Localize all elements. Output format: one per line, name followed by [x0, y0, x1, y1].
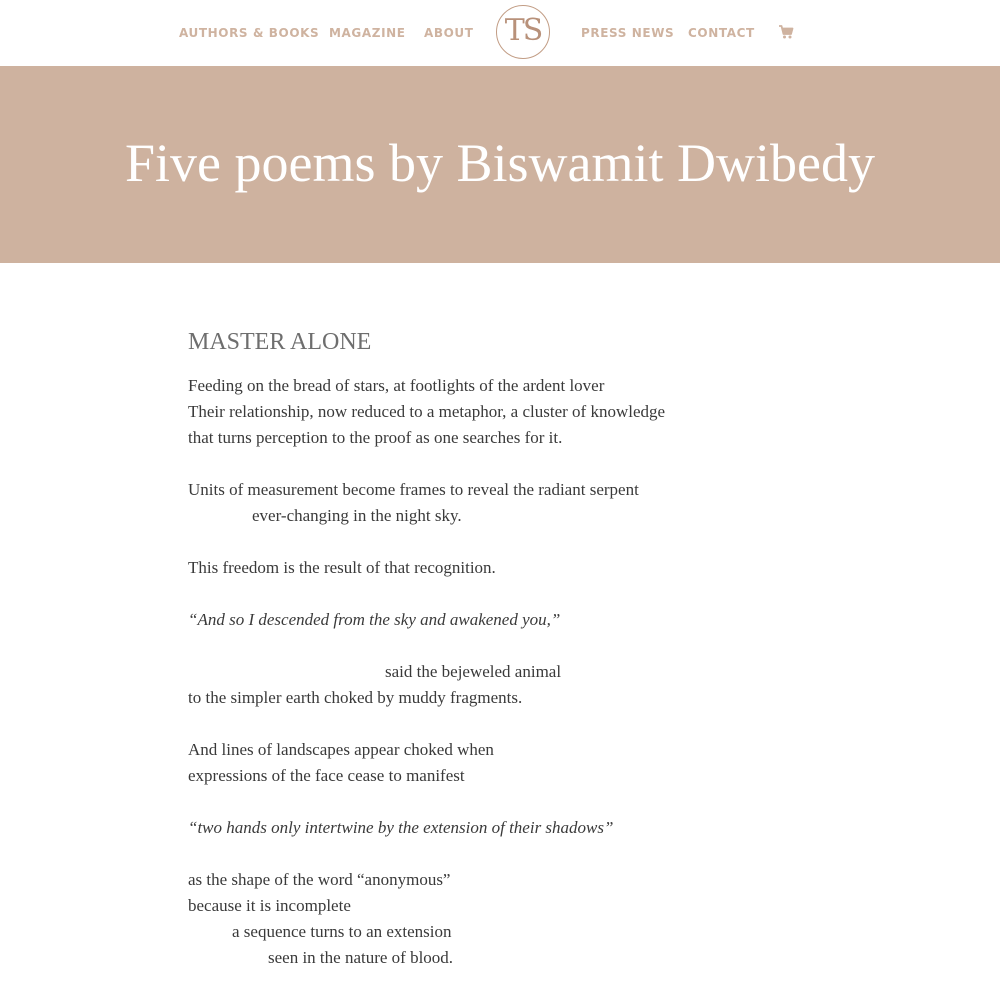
poem-line: as the shape of the word “anonymous”: [188, 870, 451, 889]
poem-quote-line: “two hands only intertwine by the extension of their shadows”: [188, 818, 614, 837]
poem-content: [188, 325, 828, 971]
shopping-cart-icon[interactable]: [778, 24, 794, 40]
poem-title: MASTER ALONE: [188, 329, 372, 355]
poem-line: seen in the nature of blood.: [268, 948, 454, 967]
poem-line: Units of measurement become frames to reveal the radiant serpent: [188, 480, 639, 499]
poem-line: expressions of the face cease to manifest: [188, 766, 465, 785]
poem-line: to the simpler earth choked by muddy fragments.: [188, 688, 523, 707]
nav-link-about[interactable]: ABOUT: [424, 26, 474, 40]
nav-link-magazine[interactable]: MAGAZINE: [329, 26, 406, 40]
poem-line: said the bejeweled animal: [385, 662, 562, 681]
stanza-break: [188, 581, 828, 607]
page-title: Five poems by Biswamit Dwibedy: [125, 133, 875, 193]
top-navigation: [0, 0, 1000, 66]
poem-line: ever-changing in the night sky.: [252, 506, 462, 525]
poem-quote-line: “And so I descended from the sky and awakened you,”: [188, 610, 561, 629]
poem-line: And lines of landscapes appear choked when: [188, 740, 494, 759]
stanza-break: [188, 529, 828, 555]
stanza-break: [188, 711, 828, 737]
stanza-break: [188, 789, 828, 815]
stanza-break: [188, 633, 828, 659]
poem-line: that turns perception to the proof as one searches for it.: [188, 428, 563, 447]
nav-link-contact[interactable]: CONTACT: [688, 26, 755, 40]
logo-monogram: TS: [504, 13, 542, 48]
hero-banner: [0, 66, 1000, 263]
poem-line: a sequence turns to an extension: [232, 922, 452, 941]
site-logo[interactable]: [496, 5, 550, 59]
poem-line: because it is incomplete: [188, 896, 351, 915]
poem-line: Feeding on the bread of stars, at footlights of the ardent lover: [188, 376, 605, 395]
stanza-break: [188, 841, 828, 867]
stanza-break: [188, 451, 828, 477]
nav-link-press-news[interactable]: PRESS NEWS: [581, 26, 675, 40]
poem-line: This freedom is the result of that recognition.: [188, 558, 496, 577]
nav-link-authors-books[interactable]: AUTHORS & BOOKS: [179, 26, 320, 40]
poem-line: Their relationship, now reduced to a metaphor, a cluster of knowledge: [188, 402, 666, 421]
